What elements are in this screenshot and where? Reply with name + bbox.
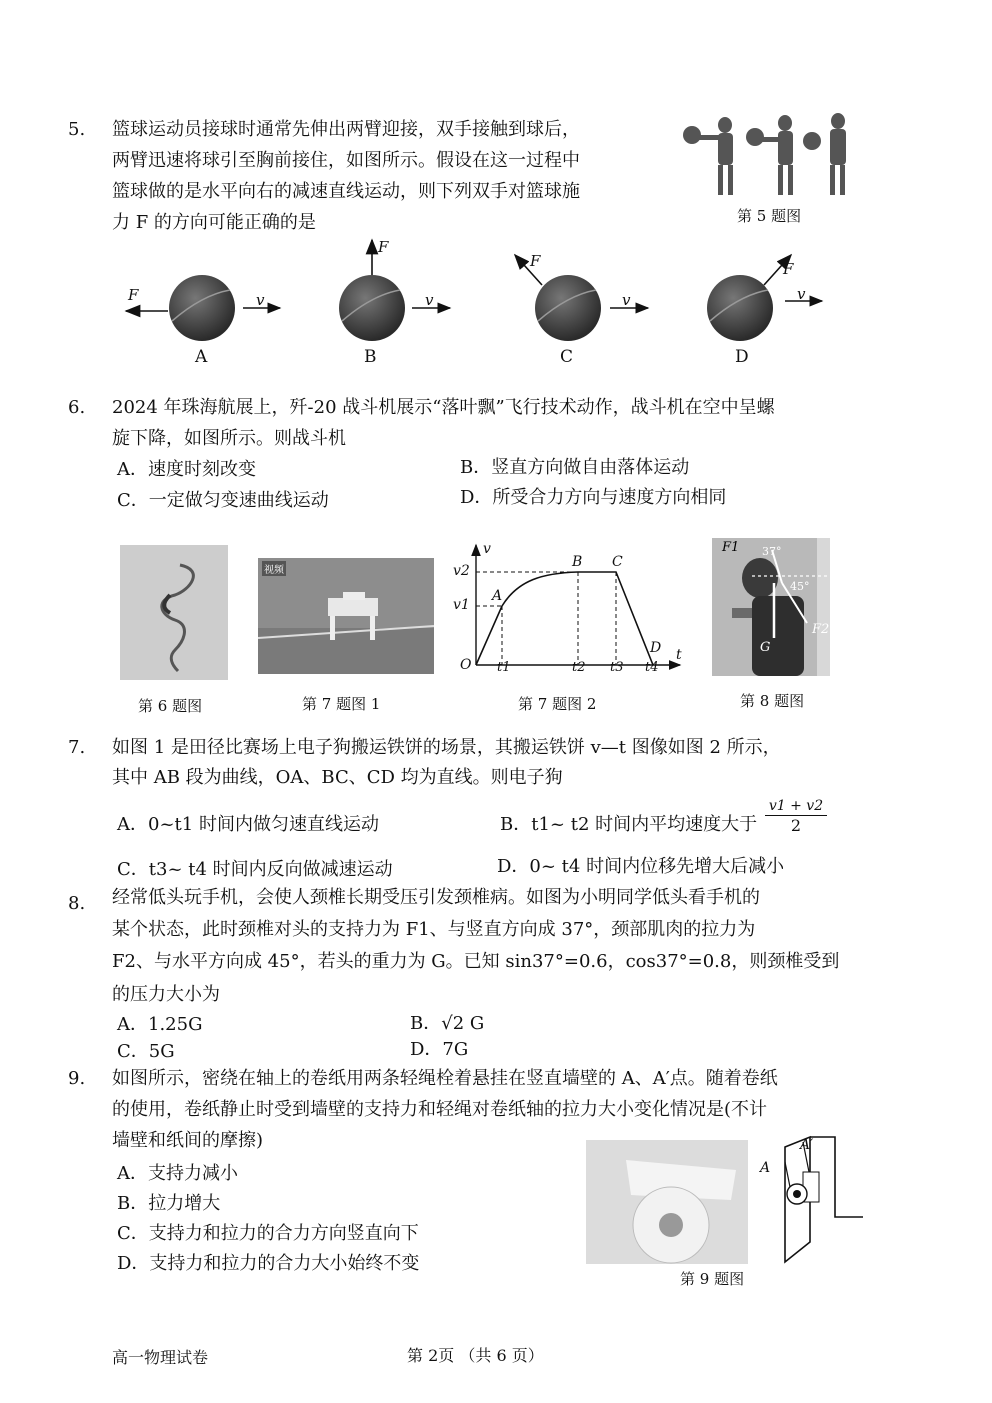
q9-photo-toilet-roll: [586, 1140, 748, 1264]
q9-option-a: A．支持力减小: [117, 1163, 238, 1184]
fig7-2-caption: 第 7 题图 2: [518, 695, 597, 713]
fig8-angle-37: 37°: [762, 545, 782, 558]
q6-number: 6.: [68, 397, 86, 418]
force-label-d: F: [783, 260, 794, 278]
q5-figure-caption: 第 5 题图: [737, 207, 802, 225]
q9-text-line2: 的使用，卷纸静止时受到墙壁的支持力和轻绳对卷纸轴的拉力大小变化情况是(不计: [112, 1099, 768, 1120]
basketball-a: [169, 275, 235, 341]
fig8-g-label: G: [760, 640, 771, 655]
graph-t-label: t: [676, 647, 682, 663]
q6-option-d: D．所受合力方向与速度方向相同: [460, 487, 727, 508]
fig7-1-caption: 第 7 题图 1: [302, 695, 381, 713]
fig8-f1-label: F1: [722, 540, 740, 555]
q9-option-d: D．支持力和拉力的合力大小始终不变: [117, 1253, 420, 1274]
q5-photo-players: [680, 105, 860, 200]
video-tag: 视频: [262, 561, 286, 576]
fig8-f2-label: F2: [812, 622, 830, 637]
graph-point-a: A: [492, 588, 503, 604]
fig8-caption: 第 8 题图: [740, 692, 805, 710]
graph-point-c: C: [612, 554, 623, 570]
q5-text-line1: 篮球运动员接球时通常先伸出两臂迎接，双手接触到球后，: [112, 119, 580, 140]
q5-option-diagrams: [110, 235, 830, 375]
q7-photo-robot-dog: [258, 558, 434, 674]
velocity-label-d: v: [797, 285, 806, 303]
fig8-angle-45: 45°: [790, 580, 810, 593]
q9-figure-caption: 第 9 题图: [680, 1270, 745, 1288]
q9-text-line3: 墙壁和纸间的摩擦): [112, 1130, 264, 1151]
q8-option-a: A．1.25G: [117, 1014, 203, 1035]
q9-label-a: A: [760, 1160, 771, 1176]
q7-option-b: B．t1~ t2 时间内平均速度大于: [500, 814, 758, 835]
q5-number: 5.: [68, 119, 86, 140]
fraction-denominator: 2: [790, 816, 802, 835]
q9-text-line1: 如图所示，密绕在轴上的卷纸用两条轻绳栓着悬挂在竖直墙壁的 A、A′点。随着卷纸: [112, 1068, 778, 1089]
q7-option-d: D．0~ t4 时间内位移先增大后减小: [497, 856, 785, 877]
force-label-b: F: [378, 238, 389, 256]
option-a-label: A: [195, 347, 208, 367]
q6-text-line1: 2024 年珠海航展上，歼-20 战斗机展示“落叶飘”飞行技术动作，战斗机在空中呈螺: [112, 397, 775, 418]
q9-label-a-prime: A′: [800, 1137, 814, 1153]
q5-text-line4: 力 F 的方向可能正确的是: [112, 212, 316, 233]
q9-number: 9.: [68, 1068, 86, 1089]
q6-text-line2: 旋下降，如图所示。则战斗机: [112, 428, 346, 449]
q9-option-b: B．拉力增大: [117, 1193, 221, 1214]
graph-t4: t4: [645, 660, 659, 675]
q7-text-line2: 其中 AB 段为曲线，OA、BC、CD 均为直线。则电子狗: [112, 767, 563, 788]
option-d-label: D: [735, 347, 749, 367]
q8-text-line3: F2、与水平方向成 45°，若头的重力为 G。已知 sin37°=0.6，cos37°=0.8，则颈椎受到: [112, 951, 840, 972]
option-c-label: C: [560, 347, 574, 367]
fig6-caption: 第 6 题图: [138, 697, 203, 715]
force-label-a: F: [128, 286, 139, 304]
basketball-b: [339, 275, 405, 341]
graph-v2-label: v2: [453, 563, 470, 579]
q8-text-line4: 的压力大小为: [112, 984, 220, 1005]
q7-text-line1: 如图 1 是田径比赛场上电子狗搬运铁饼的场景，其搬运铁饼 v—t 图像如图 2 所示，: [112, 737, 781, 758]
graph-point-b: B: [572, 554, 583, 570]
footer-page-number: 第 2页 （共 6 页）: [407, 1346, 544, 1365]
graph-v-label: v: [483, 541, 491, 557]
q9-option-c: C．支持力和拉力的合力方向竖直向下: [117, 1223, 419, 1244]
q7-fraction: [765, 798, 827, 835]
q6-photo-jet-trail: [120, 545, 228, 680]
graph-t2: t2: [572, 660, 586, 675]
footer-subject: 高一物理试卷: [112, 1348, 209, 1367]
force-label-c: F: [530, 252, 541, 270]
q6-option-a: A．速度时刻改变: [117, 459, 256, 480]
graph-point-d: D: [650, 640, 662, 656]
q8-text-line2: 某个状态，此时颈椎对头的支持力为 F1、与竖直方向成 37°，颈部肌肉的拉力为: [112, 919, 756, 940]
q9-diagram-roll-on-wall: [765, 1132, 865, 1266]
graph-origin: O: [460, 657, 472, 673]
q6-option-b: B．竖直方向做自由落体运动: [460, 457, 690, 478]
q8-option-c: C．5G: [117, 1041, 175, 1062]
q7-option-c: C．t3~ t4 时间内反向做减速运动: [117, 859, 393, 880]
q8-option-d: D．7G: [410, 1039, 469, 1060]
q8-text-line1: 经常低头玩手机，会使人颈椎长期受压引发颈椎病。如图为小明同学低头看手机的: [112, 887, 760, 908]
q5-text-line2: 两臂迅速将球引至胸前接住，如图所示。假设在这一过程中: [112, 150, 580, 171]
vt-curve: [476, 572, 653, 665]
basketball-d: [707, 275, 773, 341]
q8-photo-person-phone: [712, 538, 830, 676]
q8-number: 8.: [68, 893, 86, 914]
option-b-label: B: [364, 347, 377, 367]
basketball-c: [535, 275, 601, 341]
graph-v1-label: v1: [453, 597, 470, 613]
graph-t3: t3: [610, 660, 624, 675]
velocity-label-a: v: [256, 291, 265, 309]
q7-option-a: A．0~t1 时间内做匀速直线运动: [117, 814, 379, 835]
q7-number: 7.: [68, 737, 86, 758]
fraction-numerator: v1 + v2: [765, 798, 827, 816]
q8-option-b: B．√2 G: [410, 1013, 485, 1034]
q6-option-c: C．一定做匀变速曲线运动: [117, 490, 329, 511]
velocity-label-b: v: [425, 291, 434, 309]
velocity-label-c: v: [622, 291, 631, 309]
q5-text-line3: 篮球做的是水平向右的减速直线运动，则下列双手对篮球施: [112, 181, 580, 202]
graph-t1: t1: [497, 660, 511, 675]
